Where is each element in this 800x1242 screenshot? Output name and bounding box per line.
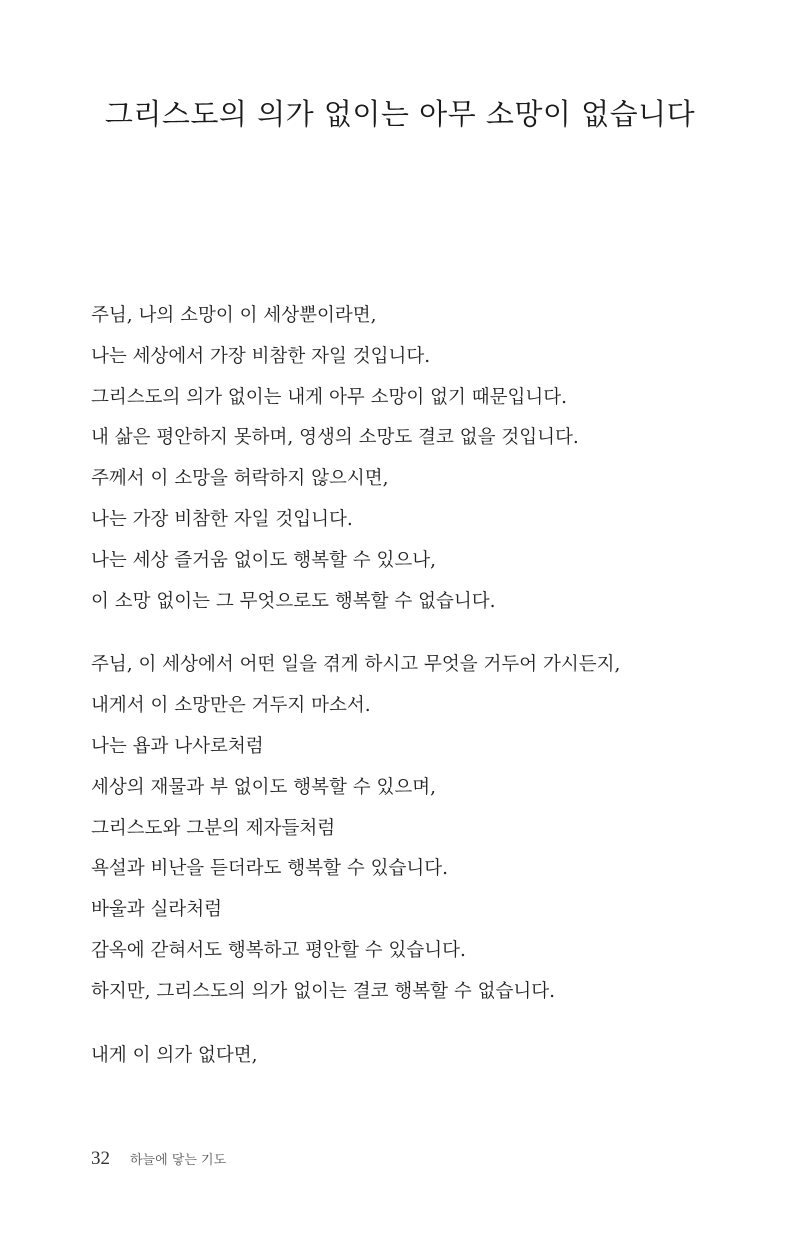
prayer-line: 나는 세상에서 가장 비참한 자일 것입니다.: [91, 345, 431, 367]
stanza: [91, 645, 751, 1012]
prayer-line: 나는 가장 비참한 자일 것입니다.: [91, 508, 353, 530]
prayer-line: 그리스도와 그분의 제자들처럼: [91, 817, 336, 839]
prayer-body: [91, 296, 751, 1076]
prayer-line: 나는 세상 즐거움 없이도 행복할 수 있으나,: [91, 549, 436, 571]
prayer-line: 욕설과 비난을 듣더라도 행복할 수 있습니다.: [91, 858, 448, 880]
book-title: 하늘에 닿는 기도: [130, 1153, 227, 1168]
prayer-line: 이 소망 없이는 그 무엇으로도 행복할 수 없습니다.: [91, 590, 496, 612]
prayer-line: 내게서 이 소망만은 거두지 마소서.: [91, 695, 371, 717]
prayer-line: 세상의 재물과 부 없이도 행복할 수 있으며,: [91, 776, 436, 798]
prayer-line: 그리스도의 의가 없이는 내게 아무 소망이 없기 때문입니다.: [91, 386, 567, 408]
page-title: 그리스도의 의가 없이는 아무 소망이 없습니다: [104, 97, 696, 131]
page-number: 32: [91, 1148, 110, 1169]
prayer-line: 주님, 나의 소망이 이 세상뿐이라면,: [91, 305, 377, 326]
prayer-line: 바울과 실라처럼: [91, 899, 222, 921]
prayer-line: 내 삶은 평안하지 못하며, 영생의 소망도 결코 없을 것입니다.: [91, 427, 579, 449]
prayer-line: 주께서 이 소망을 허락하지 않으시면,: [91, 468, 389, 490]
stanza: [91, 296, 751, 622]
prayer-line: 하지만, 그리스도의 의가 없이는 결코 행복할 수 없습니다.: [91, 980, 555, 1002]
page-footer: [91, 1148, 226, 1170]
prayer-line: 감옥에 갇혀서도 행복하고 평안할 수 있습니다.: [91, 939, 466, 961]
prayer-line: 나는 욥과 나사로처럼: [91, 735, 264, 757]
stanza: [91, 1036, 751, 1077]
prayer-line: 내게 이 의가 없다면,: [91, 1044, 258, 1066]
prayer-line: 주님, 이 세상에서 어떤 일을 겪게 하시고 무엇을 거두어 가시든지,: [91, 654, 621, 676]
